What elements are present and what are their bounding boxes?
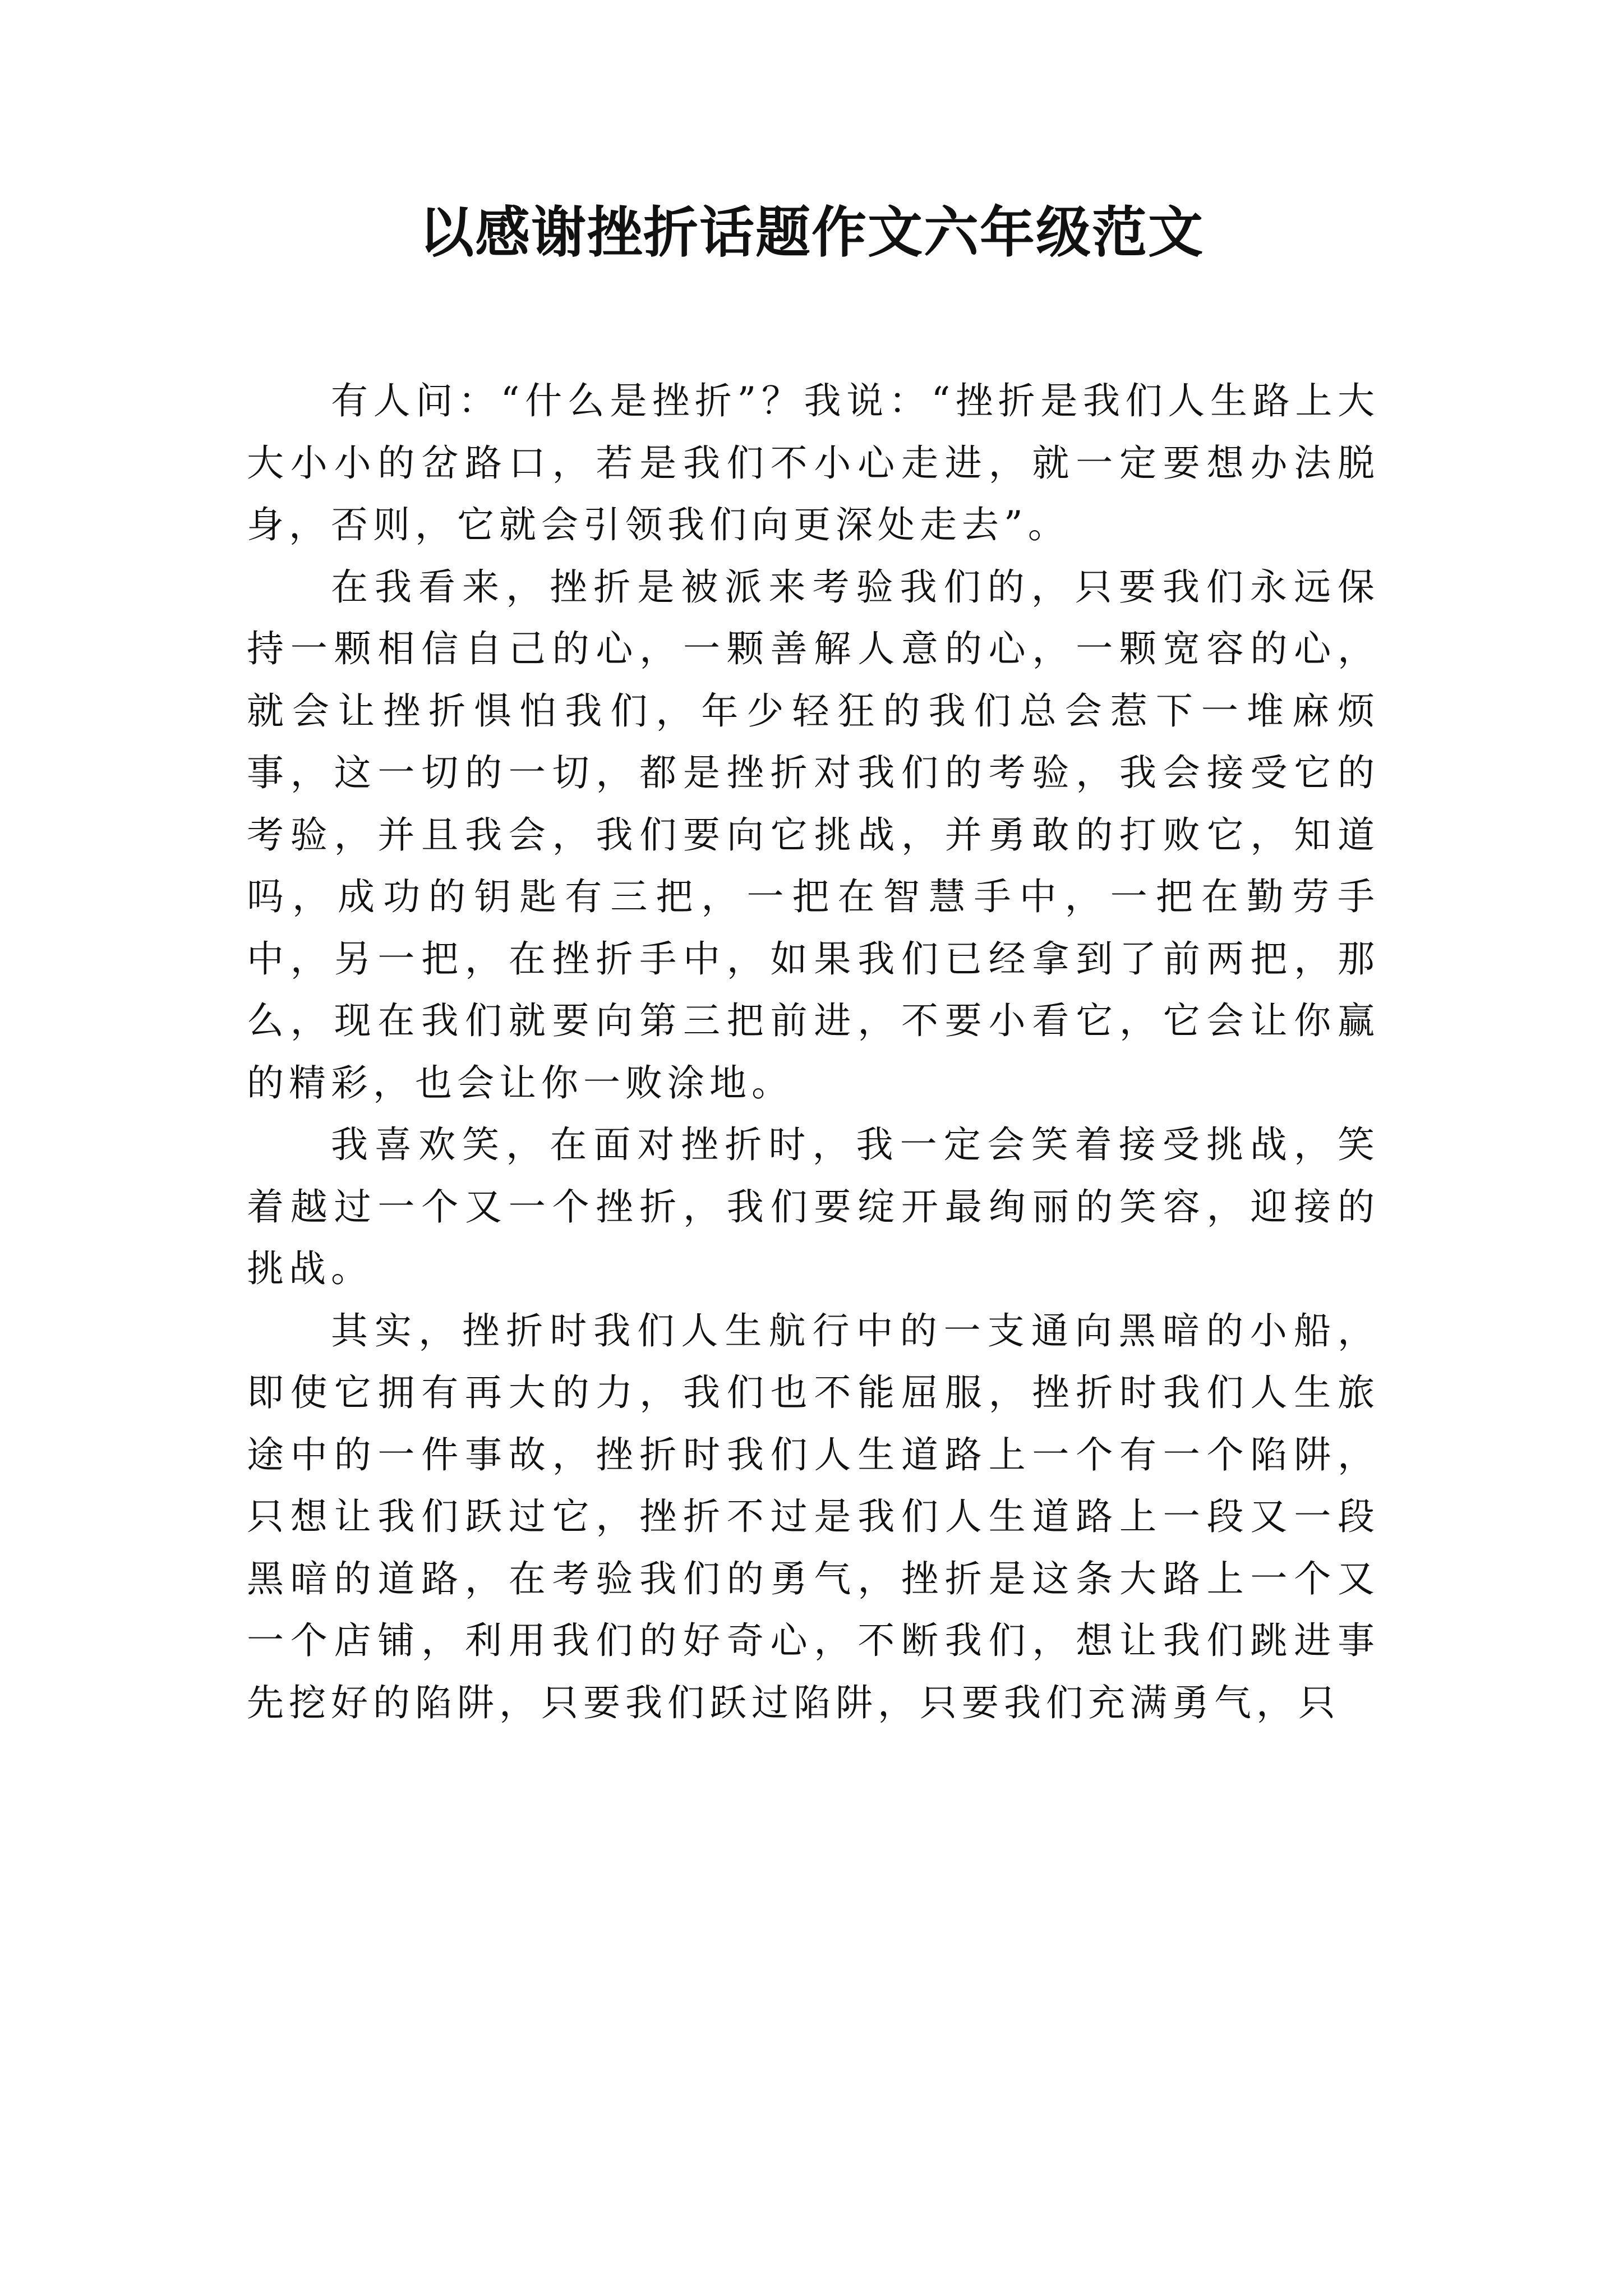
paragraph-1: 有人问：“什么是挫折”？我说：“挫折是我们人生路上大大小小的岔路口，若是我们不小心走进，就一定要想办法脱身，否则，它就会引领我们向更深处走去”。 [247,379,1380,546]
document-body [247,370,1380,1734]
paragraph-2: 在我看来，挫折是被派来考验我们的，只要我们永远保持一颗相信自己的心，一颗善解人意的心，一颗宽容的心，就会让挫折惧怕我们，年少轻狂的我们总会惹下一堆麻烦事，这一切的一切，都是挫折对我们的考验，我会接受它的考验，并且我会，我们要向它挑战，并勇敢的打败它，知道吗，成功的钥匙有三把，一把在智慧手中，一把在勤劳手中，另一把，在挫折手中，如果我们已经拿到了前两把，那么，现在我们就要向第三把前进，不要小看它，它会让你赢的精彩，也会让你一败涂地。 [247,565,1380,1105]
document-title: 以感谢挫折话题作文六年级范文 [418,200,1204,265]
paragraph-4: 其实，挫折时我们人生航行中的一支通向黑暗的小船，即使它拥有再大的力，我们也不能屈服，挫折时我们人生旅途中的一件事故，挫折时我们人生道路上一个有一个陷阱，只想让我们跃过它，挫折不过是我们人生道路上一段又一段黑暗的道路，在考验我们的勇气，挫折是这条大路上一个又一个店铺，利用我们的好奇心，不断我们，想让我们跳进事先挖好的陷阱，只要我们跃过陷阱，只要我们充满勇气，只 [247,1309,1380,1724]
paragraph-3: 我喜欢笑，在面对挫折时，我一定会笑着接受挑战，笑着越过一个又一个挫折，我们要绽开最绚丽的笑容，迎接的挑战。 [247,1123,1380,1290]
